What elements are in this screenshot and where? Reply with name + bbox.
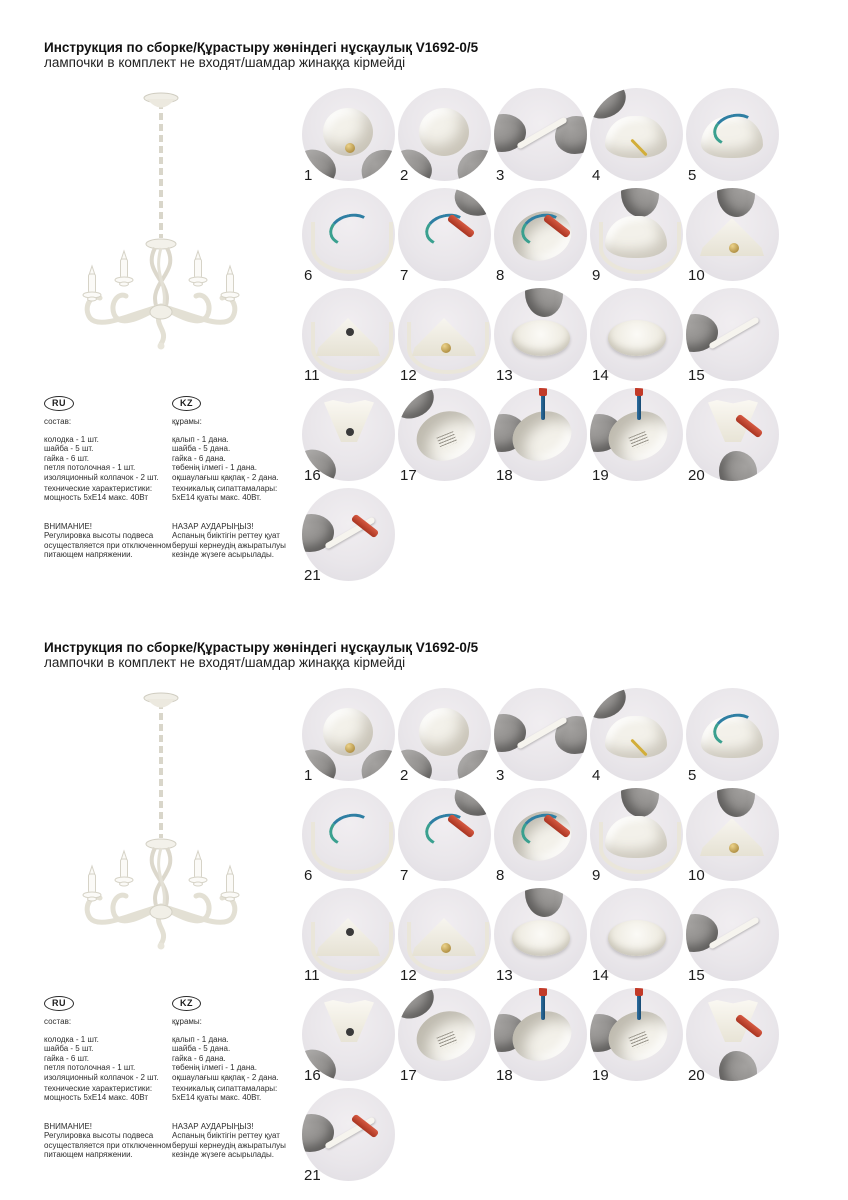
info-section-kz	[172, 396, 304, 560]
wire-icon	[637, 394, 641, 420]
step-number: 9	[592, 867, 601, 884]
part-item: төбенің ілмегі - 1 дана.	[172, 463, 257, 472]
tech-label-ru: технические характеристики:	[44, 1083, 153, 1093]
assembly-step-4	[590, 688, 683, 784]
assembly-step-18	[494, 388, 587, 484]
info-section-kz	[172, 996, 304, 1160]
tech-label-kz: техникалық сипаттамалары:	[172, 1083, 278, 1093]
parts-list-kz	[172, 435, 304, 483]
tool-icon	[346, 1028, 354, 1036]
step-number: 2	[400, 767, 409, 784]
part-item: шайба - 5 дана.	[172, 444, 231, 453]
step-number: 2	[400, 167, 409, 184]
warning-text-kz: Аспаның биіктігін реттеу қуат беруші кернеудің ажыратылуы кезінде жүзеге асырылады.	[172, 1131, 286, 1159]
step-number: 20	[688, 1067, 705, 1084]
sheet-title: Инструкция по сборке/Құрастыру жөніндегі нұсқаулық V1692-0/5	[44, 40, 479, 55]
assembly-step-10	[686, 188, 779, 284]
composition-label-ru: состав:	[44, 1017, 72, 1026]
step-number: 1	[304, 767, 313, 784]
lamp-part-icon	[419, 108, 469, 156]
step-photo	[686, 88, 779, 181]
step-number: 15	[688, 967, 705, 984]
assembly-step-10	[686, 788, 779, 884]
lamp-part-icon	[608, 920, 666, 956]
step-number: 12	[400, 367, 417, 384]
step-number: 14	[592, 967, 609, 984]
step-photo	[590, 788, 683, 881]
tech-label-kz: техникалық сипаттамалары:	[172, 483, 278, 493]
assembly-step-12	[398, 888, 491, 984]
ru-badge: RU	[44, 396, 74, 411]
chandelier-product-image	[62, 86, 284, 378]
assembly-step-4	[590, 88, 683, 184]
assembly-step-8	[494, 188, 587, 284]
wire-icon	[441, 343, 451, 353]
step-photo	[590, 688, 683, 781]
assembly-step-9	[590, 188, 683, 284]
part-item: қалып - 1 дана.	[172, 1034, 229, 1044]
tech-value-kz: 5хЕ14 қуаты макс. 40Вт.	[172, 493, 262, 502]
tech-label-ru: технические характеристики:	[44, 483, 153, 493]
lamp-part-icon	[708, 400, 758, 442]
tech-value-ru: мощность 5хЕ14 макс. 40Вт	[44, 1093, 148, 1102]
assembly-step-6	[302, 788, 395, 884]
step-photo	[494, 788, 587, 881]
lamp-part-icon	[419, 708, 469, 756]
assembly-step-19	[590, 388, 683, 484]
lamp-part-icon	[608, 320, 666, 356]
wire-icon	[729, 243, 739, 253]
step-number: 3	[496, 767, 505, 784]
assembly-step-8	[494, 788, 587, 884]
step-number: 3	[496, 167, 505, 184]
assembly-step-9	[590, 788, 683, 884]
part-item: оқшаулағыш қақпақ - 2 дана.	[172, 472, 279, 482]
warning-label-ru: ВНИМАНИЕ!	[44, 521, 92, 531]
assembly-step-12	[398, 288, 491, 384]
step-number: 9	[592, 267, 601, 284]
step-photo	[398, 188, 491, 281]
tool-icon	[346, 428, 354, 436]
tool-icon	[346, 928, 354, 936]
part-item: төбенің ілмегі - 1 дана.	[172, 1063, 257, 1072]
glove-icon	[719, 1051, 757, 1081]
assembly-step-5	[686, 688, 779, 784]
info-section-ru	[44, 396, 180, 560]
assembly-step-15	[686, 288, 779, 384]
assembly-step-17	[398, 388, 491, 484]
step-number: 4	[592, 767, 601, 784]
tech-value-kz: 5хЕ14 қуаты макс. 40Вт.	[172, 1093, 262, 1102]
assembly-step-3	[494, 688, 587, 784]
assembly-step-20	[686, 988, 779, 1084]
info-section-ru	[44, 996, 180, 1160]
wire-icon	[729, 843, 739, 853]
warning-text-ru: Регулировка высоты подвеса осуществляется при отключенном питающем напряжении.	[44, 1131, 172, 1159]
glove-icon	[621, 188, 659, 217]
step-number: 6	[304, 867, 313, 884]
wire-icon	[541, 394, 545, 420]
composition-label-kz: құрамы:	[172, 1017, 202, 1026]
part-item: изоляционный колпачок - 2 шт.	[44, 1072, 159, 1082]
sheet-title: Инструкция по сборке/Құрастыру жөніндегі нұсқаулық V1692-0/5	[44, 640, 479, 655]
step-number: 11	[304, 967, 320, 984]
step-number: 17	[400, 467, 417, 484]
step-number: 18	[496, 467, 513, 484]
tool-icon	[346, 328, 354, 336]
lamp-part-icon	[605, 716, 667, 758]
glove-icon	[525, 288, 563, 317]
sheet-subtitle: лампочки в комплект не входят/шамдар жинаққа кірмейді	[44, 55, 406, 70]
part-item: петля потолочная - 1 шт.	[44, 463, 136, 472]
part-item: изоляционный колпачок - 2 шт.	[44, 472, 159, 482]
step-number: 7	[400, 267, 409, 284]
assembly-step-17	[398, 988, 491, 1084]
step-number: 13	[496, 967, 513, 984]
composition-label-ru: состав:	[44, 417, 72, 426]
part-item: гайка - 6 шт.	[44, 453, 89, 463]
assembly-step-15	[686, 888, 779, 984]
assembly-step-2	[398, 688, 491, 784]
step-photo	[302, 88, 395, 181]
wire-icon	[541, 994, 545, 1020]
step-photo	[686, 688, 779, 781]
step-number: 15	[688, 367, 705, 384]
step-number: 5	[688, 767, 697, 784]
step-number: 19	[592, 1067, 609, 1084]
wire-icon	[345, 143, 355, 153]
part-item: қалып - 1 дана.	[172, 434, 229, 444]
step-number: 1	[304, 167, 313, 184]
ru-badge: RU	[44, 996, 74, 1011]
sheet-subtitle: лампочки в комплект не входят/шамдар жинаққа кірмейді	[44, 655, 406, 670]
lamp-part-icon	[708, 1000, 758, 1042]
glove-icon	[717, 788, 755, 817]
step-number: 7	[400, 867, 409, 884]
warning-label-ru: ВНИМАНИЕ!	[44, 1121, 92, 1131]
assembly-step-7	[398, 788, 491, 884]
kz-badge: KZ	[172, 396, 201, 411]
step-number: 10	[688, 267, 705, 284]
step-photo	[590, 188, 683, 281]
assembly-step-14	[590, 888, 683, 984]
step-photo	[398, 788, 491, 881]
step-number: 12	[400, 967, 417, 984]
warning-label-kz: НАЗАР АУДАРЫҢЫЗ!	[172, 521, 254, 531]
tech-value-ru: мощность 5хЕ14 макс. 40Вт	[44, 493, 148, 502]
step-photo	[302, 188, 395, 281]
step-photo	[302, 688, 395, 781]
kz-badge: KZ	[172, 996, 201, 1011]
step-photo	[590, 88, 683, 181]
assembly-step-13	[494, 888, 587, 984]
glove-icon	[719, 451, 757, 481]
part-item: гайка - 6 дана.	[172, 453, 226, 463]
step-number: 20	[688, 467, 705, 484]
step-photo	[494, 88, 587, 181]
part-item: колодка - 1 шт.	[44, 1034, 99, 1044]
glove-icon	[717, 188, 755, 217]
assembly-step-3	[494, 88, 587, 184]
part-item: шайба - 5 шт.	[44, 444, 94, 453]
warning-text-ru: Регулировка высоты подвеса осуществляется при отключенном питающем напряжении.	[44, 531, 172, 559]
chandelier-product-image	[62, 686, 284, 978]
assembly-steps-grid	[302, 688, 782, 1188]
parts-list-kz	[172, 1035, 304, 1083]
step-number: 21	[304, 1167, 321, 1184]
step-number: 4	[592, 167, 601, 184]
step-number: 18	[496, 1067, 513, 1084]
step-number: 14	[592, 367, 609, 384]
wire-icon	[637, 994, 641, 1020]
composition-label-kz: құрамы:	[172, 417, 202, 426]
part-item: колодка - 1 шт.	[44, 434, 99, 444]
assembly-step-16	[302, 988, 395, 1084]
wire-icon	[345, 743, 355, 753]
instruction-sheet-2	[0, 600, 848, 1200]
assembly-step-19	[590, 988, 683, 1084]
part-item: оқшаулағыш қақпақ - 2 дана.	[172, 1072, 279, 1082]
glove-icon	[621, 788, 659, 817]
assembly-step-21	[302, 488, 395, 584]
step-number: 16	[304, 1067, 321, 1084]
part-item: гайка - 6 шт.	[44, 1053, 89, 1063]
assembly-step-18	[494, 988, 587, 1084]
assembly-step-16	[302, 388, 395, 484]
assembly-step-6	[302, 188, 395, 284]
step-number: 19	[592, 467, 609, 484]
lamp-part-icon	[605, 116, 667, 158]
step-number: 16	[304, 467, 321, 484]
part-item: петля потолочная - 1 шт.	[44, 1063, 136, 1072]
step-number: 10	[688, 867, 705, 884]
step-number: 8	[496, 267, 505, 284]
assembly-steps-grid	[302, 88, 782, 588]
step-number: 17	[400, 1067, 417, 1084]
part-item: шайба - 5 дана.	[172, 1044, 231, 1053]
step-number: 13	[496, 367, 513, 384]
lamp-part-icon	[512, 920, 570, 956]
step-number: 8	[496, 867, 505, 884]
assembly-step-1	[302, 88, 395, 184]
parts-list-ru	[44, 435, 180, 483]
assembly-step-11	[302, 288, 395, 384]
warning-label-kz: НАЗАР АУДАРЫҢЫЗ!	[172, 1121, 254, 1131]
wire-icon	[441, 943, 451, 953]
assembly-step-13	[494, 288, 587, 384]
step-photo	[398, 688, 491, 781]
part-item: гайка - 6 дана.	[172, 1053, 226, 1063]
parts-list-ru	[44, 1035, 180, 1083]
glove-icon	[525, 888, 563, 917]
step-photo	[494, 688, 587, 781]
warning-text-kz: Аспаның биіктігін реттеу қуат беруші кернеудің ажыратылуы кезінде жүзеге асырылады.	[172, 531, 286, 559]
step-photo	[494, 188, 587, 281]
step-number: 6	[304, 267, 313, 284]
step-photo	[398, 88, 491, 181]
assembly-step-21	[302, 1088, 395, 1184]
step-photo	[302, 788, 395, 881]
lamp-part-icon	[512, 320, 570, 356]
part-item: шайба - 5 шт.	[44, 1044, 94, 1053]
assembly-step-2	[398, 88, 491, 184]
step-number: 5	[688, 167, 697, 184]
assembly-step-11	[302, 888, 395, 984]
assembly-step-14	[590, 288, 683, 384]
assembly-step-1	[302, 688, 395, 784]
assembly-step-7	[398, 188, 491, 284]
step-number: 11	[304, 367, 320, 384]
assembly-step-20	[686, 388, 779, 484]
step-number: 21	[304, 567, 321, 584]
assembly-step-5	[686, 88, 779, 184]
